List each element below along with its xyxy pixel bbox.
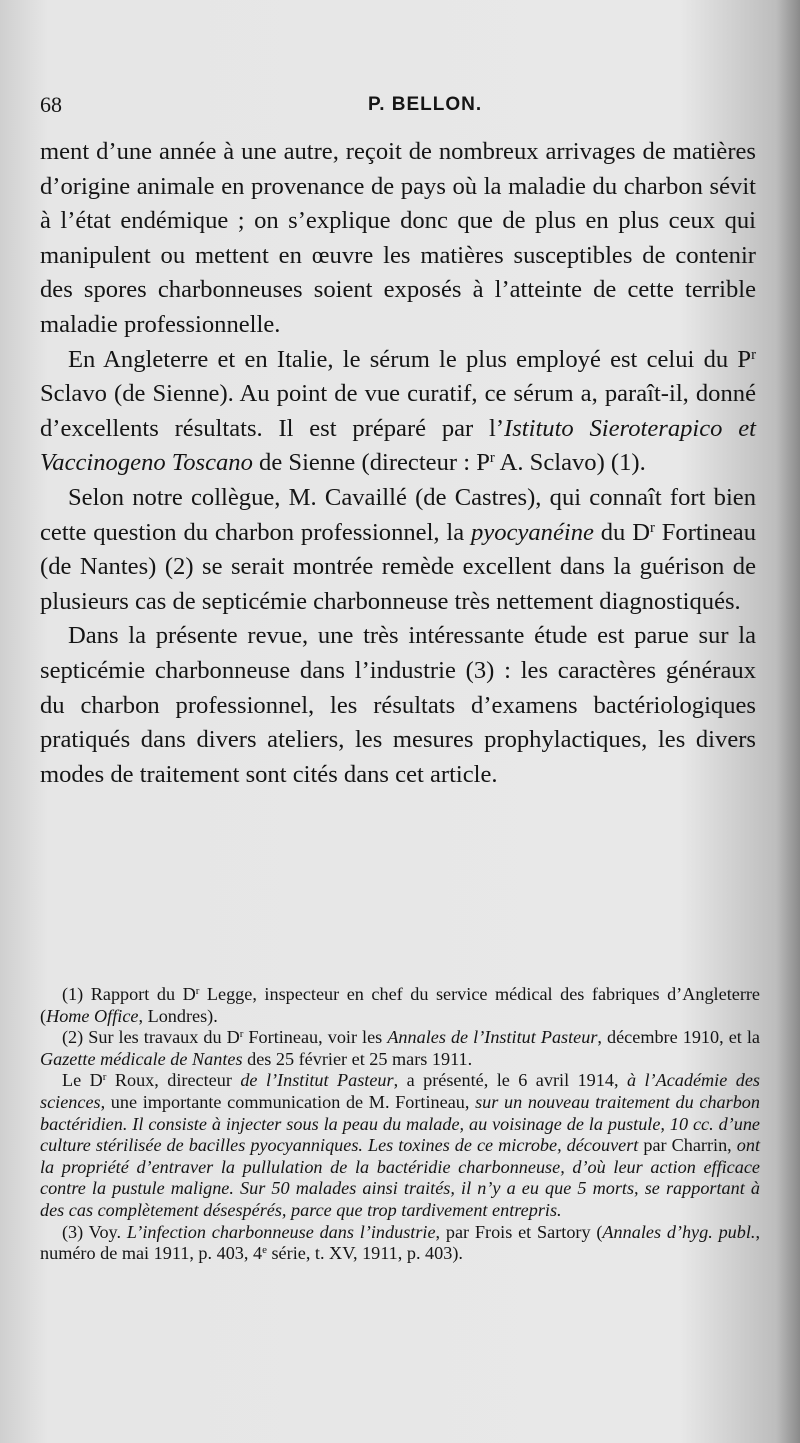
italic-run: Istituto Sieroterapico et Vaccinogeno Toscano: [40, 414, 756, 477]
text-run: , numéro de mai 1911, p. 403, 4: [40, 1221, 760, 1264]
footnote-2: [40, 1027, 760, 1070]
text-run: de Sienne (directeur : P: [252, 449, 490, 477]
paragraph-1: ment d’une année à une autre, reçoit de nombreux arrivages de matières d’origine animale en provenance de pays où la maladie du charbon sévit à l’état endémique ; on s’explique donc que de plus en plus ceux qui manipulent ou mettent en œuvre les matières susceptibles de contenir des spores charbonneuses soient exposés à l’atteinte de cette terrible maladie professionnelle.: [40, 138, 756, 338]
italic-run: Gazette médicale de Nantes: [40, 1048, 243, 1069]
superscript: r: [195, 985, 200, 997]
italic-run: à l’Académie des sciences: [40, 1070, 760, 1112]
page-header: [40, 92, 760, 122]
footnotes: [40, 984, 760, 1265]
text-run: du D: [593, 518, 650, 546]
text-run: Selon notre collègue, M. Cavaillé (de Castres), qui connaît fort bien cette question du charbon professionnel, la: [40, 483, 756, 546]
paragraph-4: Dans la présente revue, une très intéressante étude est parue sur la septicémie charbonneuse dans l’industrie (3) : les caractères généraux du charbon professionnel, les résultats d’examens bactériologiques pratiqués dans divers ateliers, les mesures prophylactiques, les divers modes de traitement sont cités dans cet article.: [40, 622, 756, 788]
footnote-2-continued: [40, 1070, 760, 1221]
italic-run: L’infection charbonneuse dans l’industrie: [126, 1221, 436, 1242]
superscript: e: [262, 1244, 267, 1257]
footnote-3: [40, 1222, 760, 1265]
text-run: par Charrin,: [638, 1135, 737, 1156]
italic-run: pyocyanéine: [471, 518, 594, 546]
paragraph-2: [40, 343, 756, 481]
text-run: des 25 février et 25 mars 1911.: [242, 1048, 473, 1069]
superscript: r: [649, 519, 655, 536]
main-text: [40, 135, 756, 792]
superscript: r: [489, 450, 495, 467]
text-run: (3) Voy.: [62, 1221, 127, 1242]
italic-run: Annales d’hyg. publ.: [602, 1221, 756, 1242]
text-run: En Angleterre et en Italie, le sérum le plus employé est celui du P: [68, 345, 752, 373]
text-run: Roux, directeur: [106, 1070, 241, 1091]
page-number: 68: [40, 92, 62, 117]
italic-run: de l’Institut Pasteur: [240, 1070, 394, 1091]
paragraph-3: [40, 481, 756, 619]
text-run: , par Frois et Sartory (: [435, 1221, 603, 1242]
italic-run: ont la propriété d’entraver la pullulation de la bactéridie charbonneuse, d’où leur action efficace contre la pustule maligne. Sur 50 malades ainsi traités, il n’y a eu que 5 morts, se rapportant à des cas complètement désespérés, parce que trop tardivement entrepris.: [40, 1135, 761, 1220]
text-run: (1) Rapport du D: [62, 984, 196, 1004]
text-run: , a présenté, le 6 avril 1914,: [393, 1070, 627, 1091]
text-run: , une importante communication de M. Fortineau,: [100, 1091, 476, 1112]
footnote-1: [40, 984, 760, 1027]
italic-run: Annales de l’Institut Pasteur: [387, 1027, 598, 1048]
superscript: r: [102, 1071, 107, 1084]
text-run: Fortineau, voir les: [243, 1027, 388, 1048]
superscript: r: [751, 346, 756, 363]
italic-run: Home Office: [46, 1005, 139, 1026]
text-run: Fortineau (de Nantes) (2) se serait montrée remède excellent dans la guérison de plusieurs cas de septicémie charbonneuse très nettement diagnostiqués.: [40, 518, 756, 615]
text-run: Sclavo (de Sienne). Au point de vue curatif, ce sérum a, paraît-il, donné d’excellents résultats. Il est préparé par l’: [40, 380, 756, 442]
text-run: , décembre 1910, et la: [597, 1027, 760, 1048]
text-run: Le D: [62, 1070, 103, 1091]
superscript: r: [239, 1028, 244, 1041]
text-run: série, t. XV, 1911, p. 403).: [266, 1243, 463, 1264]
running-head: P. BELLON.: [368, 94, 483, 115]
italic-run: sur un nouveau traitement du charbon bactéridien. Il consiste à injecter sous la peau du malade, au voisinage de la pustule, 10 cc. d’une culture stérilisée de bacilles pyocyanniques. Les toxines de ce microbe, découvert: [40, 1091, 760, 1156]
text-run: Legge, inspecteur en chef du service médical des fabriques d’Angleterre (: [40, 984, 760, 1026]
text-run: , Londres).: [138, 1005, 218, 1026]
text-run: A. Sclavo) (1).: [494, 449, 646, 477]
text-run: (2) Sur les travaux du D: [62, 1027, 240, 1048]
